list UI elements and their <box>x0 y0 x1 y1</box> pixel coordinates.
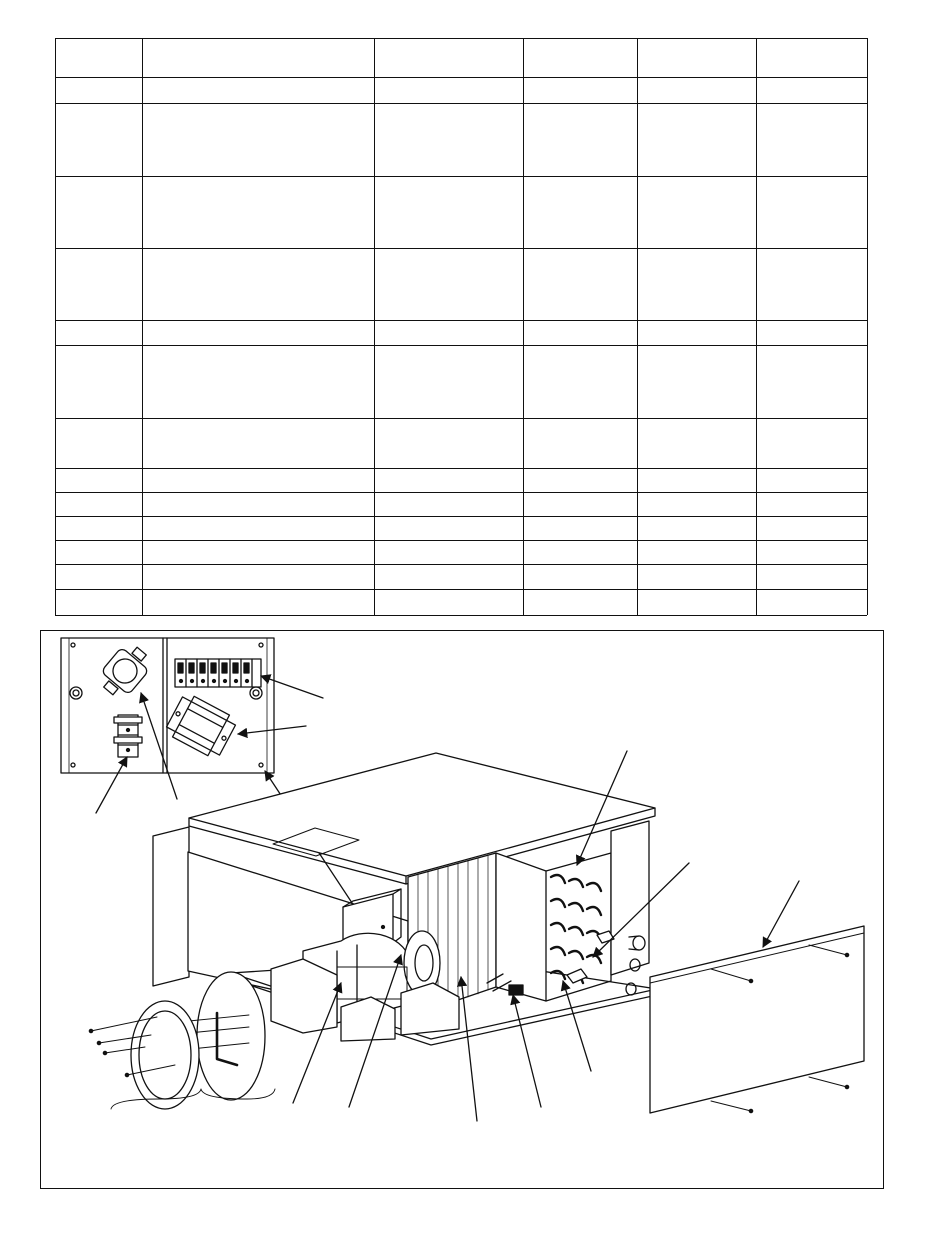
table-cell <box>523 468 637 492</box>
table-cell <box>142 540 374 564</box>
table-header-cell <box>523 38 637 77</box>
table-cell <box>523 418 637 468</box>
table-cell <box>55 564 142 589</box>
table-cell <box>55 77 142 103</box>
table-cell <box>637 176 756 248</box>
table-cell <box>142 589 374 615</box>
table-cell <box>374 320 523 345</box>
table-rule-vertical <box>867 38 868 615</box>
table-cell <box>523 564 637 589</box>
table-cell <box>55 589 142 615</box>
table-cell <box>142 248 374 320</box>
table-cell <box>374 468 523 492</box>
table-cell <box>55 345 142 418</box>
table-cell <box>523 320 637 345</box>
exploded-view-frame <box>40 630 884 1189</box>
table-cell <box>55 540 142 564</box>
table-header-cell <box>55 38 142 77</box>
table-cell <box>756 516 867 540</box>
table-cell <box>374 540 523 564</box>
table-cell <box>637 540 756 564</box>
table-cell <box>55 516 142 540</box>
table-cell <box>55 418 142 468</box>
table-cell <box>523 176 637 248</box>
table-cell <box>374 418 523 468</box>
table-cell <box>523 345 637 418</box>
table-cell <box>55 176 142 248</box>
parts-table <box>55 38 867 615</box>
table-cell <box>523 77 637 103</box>
table-cell <box>523 540 637 564</box>
table-cell <box>637 103 756 176</box>
table-cell <box>756 492 867 516</box>
access-panel <box>650 926 864 1113</box>
table-cell <box>523 516 637 540</box>
table-cell <box>374 492 523 516</box>
exploded-assembly-diagram <box>41 631 885 1190</box>
table-cell <box>523 103 637 176</box>
table-cell <box>55 248 142 320</box>
table-cell <box>374 345 523 418</box>
table-cell <box>523 248 637 320</box>
table-cell <box>142 468 374 492</box>
control-panel-inset <box>61 638 274 773</box>
table-cell <box>756 540 867 564</box>
table-cell <box>637 564 756 589</box>
table-cell <box>374 516 523 540</box>
table-cell <box>374 589 523 615</box>
coil-tube-bends <box>551 875 601 983</box>
table-cell <box>142 176 374 248</box>
table-cell <box>756 589 867 615</box>
table-cell <box>637 345 756 418</box>
table-cell <box>637 320 756 345</box>
table-cell <box>756 345 867 418</box>
table-cell <box>142 516 374 540</box>
table-cell <box>637 589 756 615</box>
table-cell <box>374 176 523 248</box>
table-cell <box>756 77 867 103</box>
table-cell <box>142 492 374 516</box>
table-header-cell <box>142 38 374 77</box>
table-cell <box>637 77 756 103</box>
table-header-cell <box>756 38 867 77</box>
table-cell <box>374 564 523 589</box>
duct-flange-assembly <box>89 972 275 1109</box>
table-cell <box>374 248 523 320</box>
table-header-cell <box>374 38 523 77</box>
table-cell <box>55 468 142 492</box>
table-cell <box>637 468 756 492</box>
table-cell <box>756 468 867 492</box>
table-cell <box>637 418 756 468</box>
table-cell <box>55 320 142 345</box>
table-cell <box>142 103 374 176</box>
table-cell <box>756 564 867 589</box>
table-rule-horizontal <box>55 615 867 616</box>
table-cell <box>523 492 637 516</box>
table-cell <box>142 77 374 103</box>
table-cell <box>756 103 867 176</box>
table-cell <box>756 320 867 345</box>
table-cell <box>756 176 867 248</box>
table-cell <box>756 248 867 320</box>
table-cell <box>55 492 142 516</box>
table-cell <box>142 418 374 468</box>
table-cell <box>142 320 374 345</box>
table-cell <box>637 516 756 540</box>
table-cell <box>142 564 374 589</box>
table-cell <box>374 77 523 103</box>
table-cell <box>637 492 756 516</box>
table-cell <box>523 589 637 615</box>
table-header-cell <box>637 38 756 77</box>
table-cell <box>55 103 142 176</box>
table-cell <box>756 418 867 468</box>
table-cell <box>637 248 756 320</box>
table-cell <box>374 103 523 176</box>
assembly-brace <box>111 1089 275 1109</box>
table-cell <box>142 345 374 418</box>
